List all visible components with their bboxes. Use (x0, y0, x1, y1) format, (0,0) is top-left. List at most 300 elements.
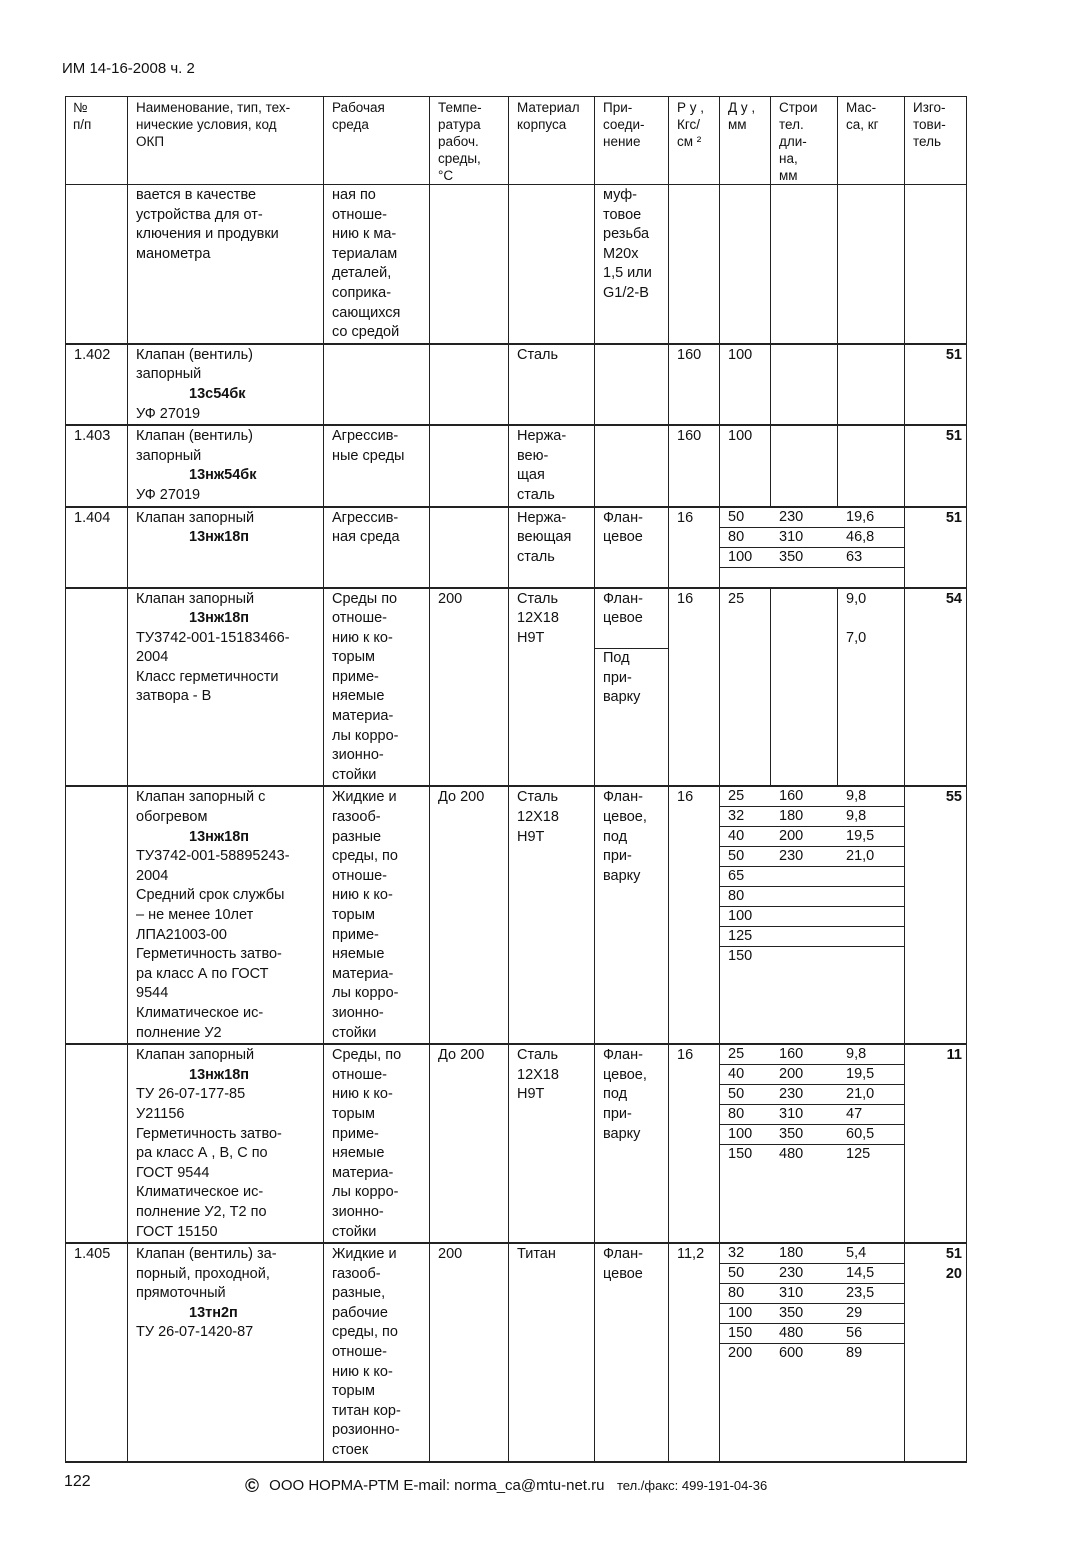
size-mass: 23,5 (838, 1284, 905, 1304)
text-line: 2004 (136, 649, 169, 666)
text-line: Изго- (913, 100, 946, 115)
size-mass: 29 (838, 1304, 905, 1324)
text-line: Герметичность затво- (136, 946, 282, 963)
size-row (720, 807, 905, 827)
text-line: нию к ко- (332, 629, 393, 646)
text-line: материа- (332, 1164, 394, 1181)
text-line: стойки (332, 766, 377, 783)
cell-manufacturer: 51 (905, 507, 967, 588)
cell-pressure: 16 (669, 786, 720, 1044)
text-line: ТУ 26-07-177-85 (136, 1086, 246, 1103)
text-line: сающихся (332, 304, 401, 321)
text-line: при- (603, 848, 632, 865)
size-dn: 50 (720, 1264, 771, 1284)
text-line: торым (332, 1105, 375, 1122)
text-line: сталь (517, 486, 555, 503)
header-no (66, 97, 128, 185)
text-line: тови- (913, 117, 946, 132)
text-line: ОКП (136, 134, 165, 149)
size-len: 480 (771, 1324, 838, 1344)
size-mass: 63 (838, 547, 905, 567)
text-line: вается в качестве (136, 187, 257, 203)
text-line: под (603, 1086, 628, 1103)
size-row (720, 1125, 905, 1145)
header-name (128, 97, 324, 185)
valve-type: 13нж18п (189, 1066, 250, 1083)
size-mass: 89 (846, 1345, 863, 1362)
text-line: ратура (438, 117, 481, 132)
text-line: разные (332, 828, 382, 845)
text-line: 12Х18 (517, 1066, 559, 1083)
text-line: Жидкие и (332, 789, 397, 806)
text-line: прямоточный (136, 1285, 226, 1302)
size-mass: 5,4 (838, 1244, 905, 1264)
text-line: G1/2-B (603, 284, 649, 301)
text-line: – не менее 10лет (136, 907, 254, 923)
text-line: 12Х18 (517, 610, 559, 627)
size-subtable-cell (720, 1044, 905, 1243)
text-line: Среды, по (332, 1047, 402, 1064)
text-line: У21156 (136, 1105, 185, 1122)
size-dn: 150 (728, 1146, 753, 1163)
size-len (771, 887, 838, 907)
size-row (720, 1065, 905, 1085)
text-line: отноше- (332, 1066, 387, 1083)
size-mass: 9,8 (838, 1045, 905, 1065)
text-line: разные, (332, 1285, 386, 1302)
cell-pressure: 160 (669, 344, 720, 425)
size-row (720, 1304, 905, 1324)
text-line: са, кг (846, 117, 879, 132)
cell-manufacturer: 54 (905, 588, 967, 787)
text-line: Клапан запорный (136, 590, 255, 607)
cell-medium (324, 1243, 430, 1462)
footer-org: ООО НОРМА-РТМ (269, 1477, 400, 1494)
text-line: со средой (332, 324, 400, 341)
size-mass: 56 (838, 1324, 905, 1344)
text-line: полнение У2 (136, 1024, 222, 1041)
size-mass: 19,6 (838, 508, 905, 528)
cell-temperature: 200 (430, 588, 509, 787)
text-line: зионно- (332, 747, 384, 764)
text-line: под (603, 828, 628, 845)
cell-manufacturer: 55 (905, 786, 967, 1044)
text-line: № (73, 100, 88, 115)
text-line: Наименование, тип, тех- (136, 100, 291, 115)
size-dn: 80 (720, 1284, 771, 1304)
text-line: Клапан запорный (136, 1047, 255, 1064)
size-dn: 50 (720, 1085, 771, 1105)
text-line: 20 (945, 1265, 962, 1282)
text-line: 12Х18 (517, 809, 559, 826)
text-line: Д у , (728, 100, 756, 115)
text-line: отноше- (332, 867, 387, 884)
size-dn: 100 (720, 1304, 771, 1324)
text-line: Мас- (846, 100, 877, 115)
cell-name (128, 1044, 324, 1243)
text-line: °С (438, 168, 454, 183)
header-material (509, 97, 595, 185)
cell-name (128, 185, 324, 344)
text-line: материа- (332, 708, 394, 725)
size-len: 200 (771, 1065, 838, 1085)
text-line: Кгс/ (677, 117, 700, 132)
cell-material (509, 1243, 595, 1462)
size-len (771, 927, 838, 947)
cell-name (128, 507, 324, 588)
valve-spec-table (65, 96, 967, 1463)
size-row (720, 887, 905, 907)
table-row-1403 (66, 425, 967, 506)
text-line: Флан- (603, 1246, 643, 1263)
size-subtable (720, 508, 905, 587)
text-line: устройства для от- (136, 206, 263, 223)
text-line: затвора - В (136, 688, 212, 705)
size-mass (838, 867, 905, 887)
text-line: териалам (332, 245, 398, 262)
size-dn (720, 567, 771, 587)
size-dn: 25 (720, 1045, 771, 1065)
cell-connection (595, 1243, 669, 1462)
text-line: щая (517, 467, 545, 484)
size-row (720, 508, 905, 528)
valve-type: 13нж18п (189, 529, 250, 546)
text-line: отноше- (332, 206, 387, 223)
size-len: 310 (771, 527, 838, 547)
size-len: 180 (771, 1244, 838, 1264)
text-line: Н9Т (517, 1086, 545, 1103)
size-len: 310 (771, 1284, 838, 1304)
cell-dn: 100 (720, 425, 771, 506)
cell-no: 1.405 (66, 1243, 128, 1462)
size-row (720, 527, 905, 547)
text-line: Клапан (вентиль) (136, 428, 253, 445)
text-line: обогревом (136, 809, 208, 826)
size-mass: 21,0 (838, 1085, 905, 1105)
header-manufacturer (905, 97, 967, 185)
text-line: отноше- (332, 610, 387, 627)
size-row (720, 1324, 905, 1344)
cell-no: 1.404 (66, 507, 128, 588)
text-line: Строи (779, 100, 818, 115)
size-row (720, 907, 905, 927)
cell-medium (324, 1044, 430, 1243)
text-line: нение (603, 134, 641, 149)
cell-name (128, 588, 324, 787)
text-line: Жидкие и (332, 1246, 397, 1263)
size-dn: 80 (720, 887, 771, 907)
text-line: п/п (73, 117, 92, 132)
text-line: 2004 (136, 867, 169, 884)
size-mass (838, 887, 905, 907)
size-dn: 32 (720, 807, 771, 827)
cell-medium (324, 425, 430, 506)
size-row (720, 867, 905, 887)
size-dn: 125 (720, 927, 771, 947)
cell-mass: 9,0 7,0 (838, 588, 905, 787)
text-line: манометра (136, 245, 211, 262)
text-line: Клапан (вентиль) (136, 346, 253, 363)
size-len (771, 867, 838, 887)
cell-pressure: 16 (669, 507, 720, 588)
cell-name (128, 1243, 324, 1462)
text-line: ТУ3742-001-58895243- (136, 848, 290, 865)
cell-pressure: 16 (669, 1044, 720, 1243)
size-dn: 80 (720, 1105, 771, 1125)
size-mass (838, 947, 905, 967)
size-dn: 200 (728, 1345, 753, 1362)
text-line: Сталь (517, 1047, 559, 1064)
text-line: няемые (332, 1145, 385, 1162)
size-dn: 100 (720, 547, 771, 567)
size-mass: 21,0 (838, 847, 905, 867)
text-line: цевое (603, 529, 643, 546)
text-line: нические условия, код (136, 117, 277, 132)
text-line: при- (603, 1105, 632, 1122)
text-line: корпуса (517, 117, 567, 132)
text-line: Флан- (603, 509, 643, 526)
text-line: ТУ 26-07-1420-87 (136, 1324, 254, 1341)
text-line: Под (603, 650, 630, 667)
text-line: Рабочая (332, 100, 385, 115)
text-line: нию к ма- (332, 226, 397, 243)
size-subtable (720, 787, 905, 966)
header-medium (324, 97, 430, 185)
size-row (720, 1145, 905, 1165)
cell-name (128, 344, 324, 425)
size-dn: 65 (720, 867, 771, 887)
cell-material (509, 425, 595, 506)
valve-type: 13тн2п (189, 1304, 238, 1321)
size-subtable-cell (720, 1243, 905, 1462)
size-mass: 19,5 (838, 827, 905, 847)
text-line: газооб- (332, 809, 381, 826)
cell-no: 1.402 (66, 344, 128, 425)
text-line: торым (332, 1383, 375, 1400)
text-line: ЛПА21003-00 (136, 926, 227, 943)
size-row (720, 1344, 905, 1364)
size-subtable-cell (720, 507, 905, 588)
valve-type: 13нж18п (189, 610, 250, 627)
header-temperature (430, 97, 509, 185)
size-row (720, 1105, 905, 1125)
cell-medium (324, 507, 430, 588)
text-line: Клапан (вентиль) за- (136, 1246, 277, 1263)
text-line: титан кор- (332, 1402, 401, 1419)
text-line: среды, по (332, 848, 398, 865)
cell-material: Нержа- веющая сталь (509, 507, 595, 588)
size-row (720, 1045, 905, 1065)
size-len: 350 (771, 1304, 838, 1324)
size-len: 230 (771, 508, 838, 528)
size-row (720, 847, 905, 867)
text-line: среда (332, 117, 369, 132)
text-line: Средний срок службы (136, 887, 285, 904)
size-len: 350 (771, 547, 838, 567)
size-mass: 14,5 (838, 1264, 905, 1284)
text-line: материа- (332, 965, 394, 982)
text-line: рабочие (332, 1304, 388, 1321)
size-dn: 100 (720, 907, 771, 927)
size-len (771, 567, 838, 587)
text-line: ГОСТ 15150 (136, 1223, 218, 1240)
size-len: 480 (779, 1146, 804, 1163)
text-line: Флан- (603, 1047, 643, 1064)
size-mass (838, 927, 905, 947)
size-subtable (720, 1045, 905, 1164)
size-dn: 50 (720, 847, 771, 867)
size-len: 230 (771, 1264, 838, 1284)
size-mass: 60,5 (838, 1125, 905, 1145)
cell-manufacturer: 51 (905, 425, 967, 506)
size-row (720, 547, 905, 567)
text-line: цевое (603, 610, 643, 627)
size-row (720, 927, 905, 947)
valve-type: 13нж18п (189, 828, 250, 845)
size-mass: 46,8 (838, 527, 905, 547)
text-line: отноше- (332, 1344, 387, 1361)
size-len (771, 907, 838, 927)
size-mass (838, 567, 905, 587)
text-line: среды, по (332, 1324, 398, 1341)
text-line: Темпе- (438, 100, 482, 115)
size-row (720, 1244, 905, 1264)
text-line: УФ 27019 (136, 405, 201, 422)
text-line: Материал (517, 100, 580, 115)
header-mass (838, 97, 905, 185)
footer-phone: тел./факс: 499-191-04-36 (616, 1478, 768, 1493)
cell-connection (595, 786, 669, 1044)
text-line: зионно- (332, 1203, 384, 1220)
text-line: при- (603, 669, 632, 686)
size-mass (838, 907, 905, 927)
size-len: 160 (771, 787, 838, 807)
text-line: приме- (332, 668, 379, 685)
cell-material (509, 588, 595, 787)
cell-medium (324, 786, 430, 1044)
text-line: запорный (136, 447, 202, 464)
cell-pressure: 160 (669, 425, 720, 506)
table-row-1404 (66, 507, 967, 588)
header-length (771, 97, 838, 185)
text-line: приме- (332, 926, 379, 943)
text-line: полнение У2, Т2 по (136, 1203, 267, 1220)
size-len: 230 (771, 847, 838, 867)
cell-material (509, 344, 595, 425)
size-dn: 150 (720, 1324, 771, 1344)
text-line: торым (332, 649, 375, 666)
text-line: няемые (332, 946, 385, 963)
text-line: лы корро- (332, 985, 399, 1002)
text-line: товое (603, 206, 642, 223)
text-line: среды, (438, 151, 481, 166)
size-mass: 9,8 (838, 807, 905, 827)
size-len: 350 (771, 1125, 838, 1145)
text-line: Среды по (332, 590, 398, 607)
cell-connection (595, 185, 669, 344)
cell-medium (324, 588, 430, 787)
size-row (720, 827, 905, 847)
copyright-icon: © (245, 1476, 259, 1497)
text-line: мм (728, 117, 747, 132)
size-dn: 40 (720, 827, 771, 847)
cell-no: 1.403 (66, 425, 128, 506)
cell-manufacturer: 11 (905, 1044, 967, 1243)
text-line: няемые (332, 688, 385, 705)
text-line: приме- (332, 1125, 379, 1142)
header-connection (595, 97, 669, 185)
size-subtable (720, 1244, 905, 1363)
size-row (720, 947, 905, 967)
text-line: При- (603, 100, 633, 115)
cell-material (509, 786, 595, 1044)
cell-manufacturer: 51 (905, 344, 967, 425)
text-line: варку (603, 1125, 641, 1142)
size-dn: 40 (720, 1065, 771, 1085)
text-line: стоек (332, 1442, 369, 1459)
text-line: см ² (677, 134, 702, 149)
valve-type: 13с54бк (189, 385, 246, 402)
text-line: деталей, (332, 265, 392, 282)
table-row-1404-d (66, 1044, 967, 1243)
text-line: ные среды (332, 447, 405, 464)
text-line: рабоч. (438, 134, 479, 149)
text-line: торым (332, 907, 375, 923)
text-line: варку (603, 867, 641, 884)
cell-temperature: До 200 (430, 786, 509, 1044)
text-line: стойки (332, 1223, 377, 1240)
size-dn: 32 (720, 1244, 771, 1264)
size-dn: 80 (720, 527, 771, 547)
cell-connection (595, 588, 669, 787)
text-line: Н9Т (517, 629, 545, 646)
cell-dn: 25 (720, 588, 771, 787)
text-line: Клапан запорный с (136, 789, 266, 806)
text-line: розионно- (332, 1422, 400, 1439)
text-line: Р у , (677, 100, 705, 115)
size-row (720, 1264, 905, 1284)
text-line: на, (779, 151, 798, 166)
text-line: вею- (517, 447, 549, 464)
size-dn: 50 (720, 508, 771, 528)
text-line: стойки (332, 1024, 377, 1041)
text-line: Клапан запорный (136, 509, 255, 526)
size-len: 230 (771, 1085, 838, 1105)
size-mass: 19,5 (838, 1065, 905, 1085)
text-line: ключения и продувки (136, 226, 279, 243)
document-code: ИМ 14-16-2008 ч. 2 (62, 60, 195, 77)
text-line: Герметичность затво- (136, 1125, 282, 1142)
text-line: варку (603, 689, 641, 706)
text-line: нию к ко- (332, 1086, 393, 1103)
size-dn: 150 (728, 948, 753, 965)
text-line: порный, проходной, (136, 1265, 270, 1282)
size-len: 160 (771, 1045, 838, 1065)
size-mass: 47 (838, 1105, 905, 1125)
cell-manufacturer (905, 1243, 967, 1462)
size-len: 200 (771, 827, 838, 847)
text-line: тел. (779, 117, 804, 132)
text-line: цевое, (603, 1066, 647, 1083)
text-line: 9544 (136, 985, 169, 1002)
table-row-1404-c (66, 786, 967, 1044)
text-line: зионно- (332, 1004, 384, 1021)
table-row-1405 (66, 1243, 967, 1462)
text-line: Нержа- (517, 428, 567, 445)
size-len: 180 (771, 807, 838, 827)
table-row-1402 (66, 344, 967, 425)
text-line: цевое, (603, 809, 647, 826)
